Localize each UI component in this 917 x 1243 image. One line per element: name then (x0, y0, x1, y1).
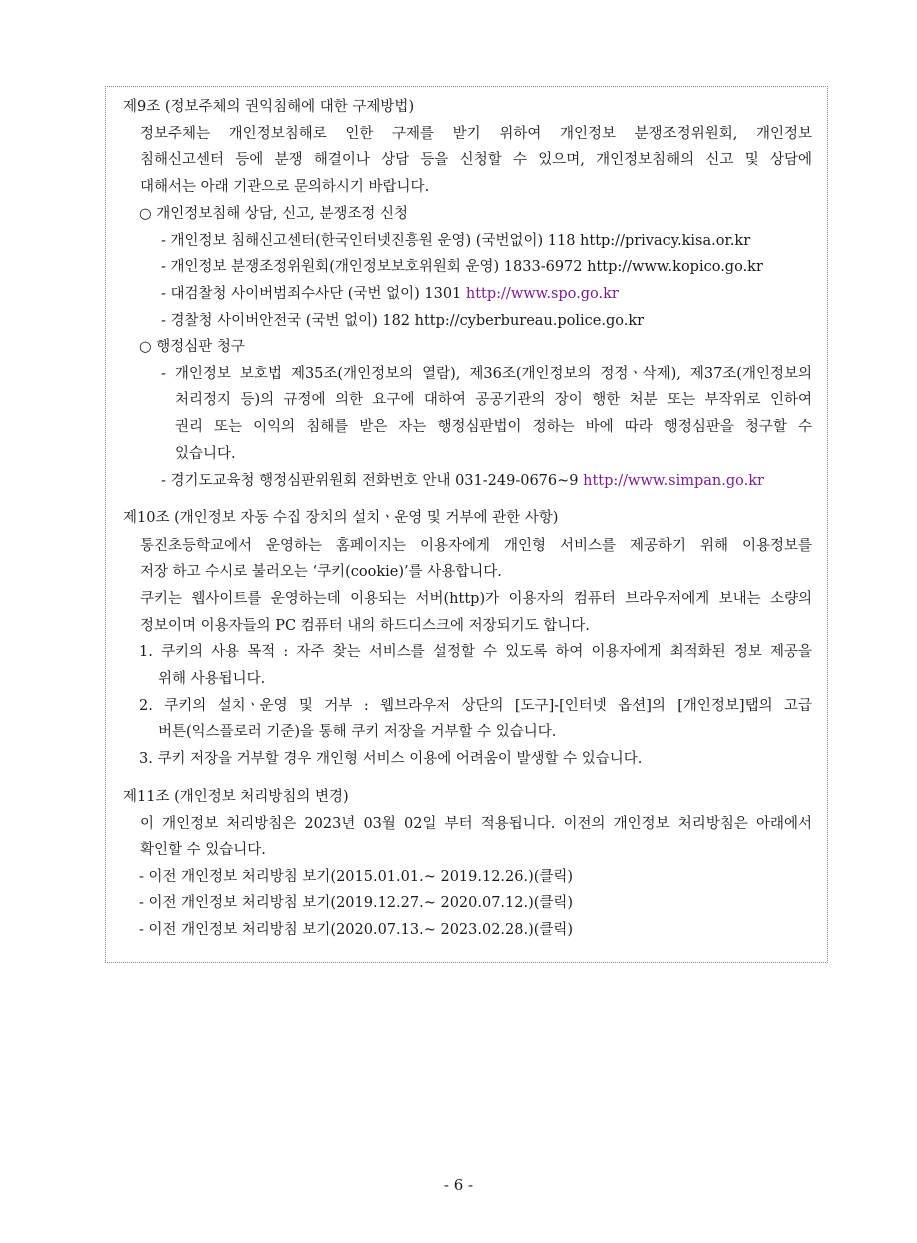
article-10-para-line: 정보이며 이용자들의 PC 컴퓨터 내의 하드디스크에 저장되기도 합니다. (140, 618, 590, 634)
list-item-spo-text: - 대검찰청 사이버범죄수사단 (국번 없이) 1301 (161, 286, 466, 302)
article-10-heading: 제10조 (개인정보 자동 수집 장치의 설치ㆍ운영 및 거부에 관한 사항) (123, 510, 559, 526)
article-10-para-line: 통진초등학교에서 운영하는 홈페이지는 이용자에게 개인형 서비스를 제공하기 위해 이용정보를 (140, 538, 812, 554)
list-item-police: - 경찰청 사이버안전국 (국번 없이) 182 http://cyberbureau.police.go.kr (161, 313, 645, 329)
article-10-para-line: 쿠키는 웹사이트를 운영하는데 이용되는 서버(http)가 이용자의 컴퓨터 브라우저에게 보내는 소량의 (140, 591, 812, 607)
previous-policy-link[interactable]: - 이전 개인정보 처리방침 보기(2019.12.27.~ 2020.07.12.)(클릭) (139, 895, 574, 911)
group-heading-complaint: ○ 개인정보침해 상담, 신고, 분쟁조정 신청 (139, 206, 409, 222)
article-9-para-line: 대해서는 아래 기관으로 문의하시기 바랍니다. (140, 179, 430, 195)
list-item-kopico: - 개인정보 분쟁조정위원회(개인정보보호위원회 운영) 1833-6972 http://www.kopico.go.kr (161, 259, 763, 275)
group-heading-appeal: ○ 행정심판 청구 (139, 339, 245, 355)
article-11-heading: 제11조 (개인정보 처리방침의 변경) (123, 789, 349, 805)
article-11-para-line: 확인할 수 있습니다. (140, 842, 266, 858)
appeal-text-line: 처리정지 등)의 규정에 의한 요구에 대하여 공공기관의 장이 행한 처분 또는 부작위로 인하여 (175, 392, 812, 408)
cookie-list-item-cont: 버튼(익스플로러 기준)을 통해 쿠키 저장을 거부할 수 있습니다. (158, 724, 557, 740)
article-10-para-line: 저장 하고 수시로 불러오는 ‘쿠키(cookie)’를 사용합니다. (140, 564, 502, 580)
cookie-list-item: 1. 쿠키의 사용 목적 : 자주 찾는 서비스를 설정할 수 있도록 하여 이용자에게 최적화된 정보 제공을 (139, 644, 812, 660)
previous-policy-link[interactable]: - 이전 개인정보 처리방침 보기(2015.01.01.~ 2019.12.26.)(클릭) (139, 869, 574, 885)
list-item-kisa: - 개인정보 침해신고센터(한국인터넷진흥원 운영) (국번없이) 118 http://privacy.kisa.or.kr (161, 233, 751, 249)
list-item-spo (161, 284, 619, 304)
article-11-para-line: 이 개인정보 처리방침은 2023년 03월 02일 부터 적용됩니다. 이전의 개인정보 처리방침은 아래에서 (140, 816, 812, 832)
appeal-text-line: 있습니다. (175, 446, 236, 462)
cookie-list-item: 3. 쿠키 저장을 거부할 경우 개인형 서비스 이용에 어려움이 발생할 수 있습니다. (139, 751, 643, 767)
page-number: - 6 - (443, 1176, 474, 1194)
list-item-simpan (161, 471, 764, 491)
article-9-para-line: 침해신고센터 등에 분쟁 해결이나 상담 등을 신청할 수 있으며, 개인정보침해의 신고 및 상담에 (140, 152, 812, 168)
spo-link[interactable]: http://www.spo.go.kr (465, 286, 619, 302)
appeal-text-line: - 개인정보 보호법 제35조(개인정보의 열람), 제36조(개인정보의 정정ㆍ삭제), 제37조(개인정보의 (161, 366, 812, 382)
cookie-list-item-cont: 위해 사용됩니다. (158, 671, 266, 687)
appeal-text-line: 권리 또는 이익의 침해를 받은 자는 행정심판법이 정하는 바에 따라 행정심판을 청구할 수 (175, 419, 812, 435)
simpan-link[interactable]: http://www.simpan.go.kr (583, 473, 764, 489)
list-item-simpan-text: - 경기도교육청 행정심판위원회 전화번호 안내 031-249-0676~9 (161, 473, 584, 489)
previous-policy-link[interactable]: - 이전 개인정보 처리방침 보기(2020.07.13.~ 2023.02.28.)(클릭) (139, 922, 574, 938)
article-9-para-line: 정보주체는 개인정보침해로 인한 구제를 받기 위하여 개인정보 분쟁조정위원회, 개인정보 (140, 126, 812, 142)
cookie-list-item: 2. 쿠키의 설치ㆍ운영 및 거부 : 웹브라우저 상단의 [도구]-[인터넷 옵션]의 [개인정보]탭의 고급 (139, 698, 812, 714)
article-9-heading: 제9조 (정보주체의 권익침해에 대한 구제방법) (123, 99, 415, 115)
content-box (105, 86, 828, 963)
